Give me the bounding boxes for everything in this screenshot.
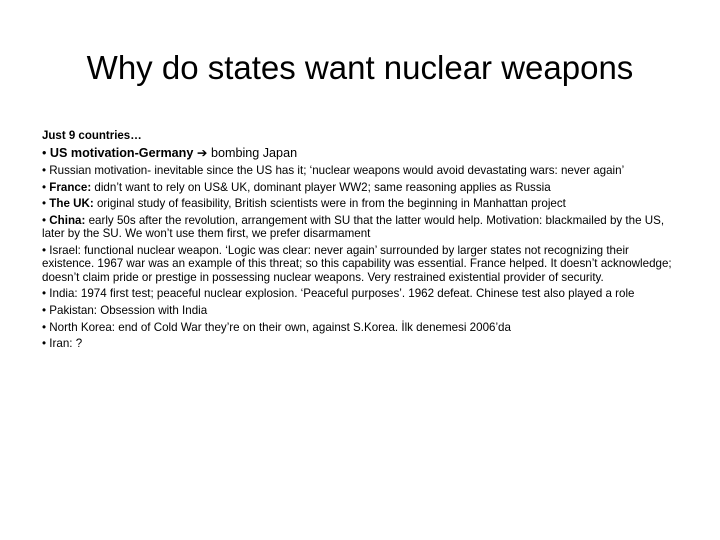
bullet-marker: • — [42, 320, 47, 334]
bullet-item-north-korea — [42, 321, 678, 334]
intro-line: Just 9 countries… — [42, 130, 142, 142]
bullet-lead: US motivation-Germany — [49, 146, 197, 160]
bullet-marker: • — [42, 213, 47, 227]
bullet-item-pakistan — [42, 304, 678, 317]
bullet-marker: • — [42, 164, 47, 178]
bullet-marker: • — [42, 243, 47, 257]
bullet-marker: • — [42, 287, 47, 301]
bullet-lead: France: — [49, 180, 92, 194]
bullet-text: early 50s after the revolution, arrangement with SU that the latter would help. Motivation: blackmailed by the US, later by the SU. We won’t use them first, we prefer disarmament — [42, 213, 665, 241]
bullet-marker: • — [42, 303, 47, 317]
bullet-text: Russian motivation- inevitable since the US has it; ‘nuclear weapons would avoid devastating wars: never again’ — [49, 164, 625, 178]
slide-title: Why do states want nuclear weapons — [86, 49, 634, 86]
bullet-text: Iran: ? — [49, 337, 83, 351]
slide-body — [42, 129, 678, 354]
bullet-marker: • — [42, 197, 47, 211]
bullet-item-india — [42, 287, 678, 300]
bullet-item-china — [42, 214, 678, 241]
bullet-text: India: 1974 first test; peaceful nuclear explosion. ‘Peaceful purposes’. 1962 defeat. Chinese test also played a role — [49, 287, 635, 301]
bullet-text: bombing Japan — [207, 146, 298, 160]
bullet-text: original study of feasibility, British scientists were in from the beginning in Manhattan project — [93, 197, 566, 211]
bullet-text: Pakistan: Obsession with India — [49, 303, 208, 317]
bullet-text: didn’t want to rely on US& UK, dominant player WW2; same reasoning applies as Russia — [91, 180, 551, 194]
bullet-item-israel — [42, 244, 678, 284]
bullet-item-us — [42, 146, 678, 161]
bullet-text: Israel: functional nuclear weapon. ‘Logic was clear: never again’ surrounded by larger states not recognizing their existence. 1967 war was an example of this threat; so this capability was essential. France helped. It doesn’t acknowledge; doesn’t claim pride or prestige in possessing nuclear weapons. Very restrained existential provider of security. — [42, 243, 672, 284]
arrow-icon: ➔ — [196, 146, 208, 160]
bullet-text: North Korea: end of Cold War they’re on their own, against S.Korea. İlk denemesi 2006’da — [49, 320, 511, 334]
bullet-marker: • — [42, 337, 47, 351]
bullet-lead: China: — [49, 213, 86, 227]
bullet-item-france — [42, 181, 678, 194]
bullet-item-uk — [42, 197, 678, 210]
bullet-item-iran — [42, 337, 678, 350]
bullet-marker: • — [42, 146, 47, 160]
bullet-marker: • — [42, 180, 47, 194]
bullet-lead: The UK: — [49, 197, 94, 211]
bullet-item-russia — [42, 164, 678, 177]
